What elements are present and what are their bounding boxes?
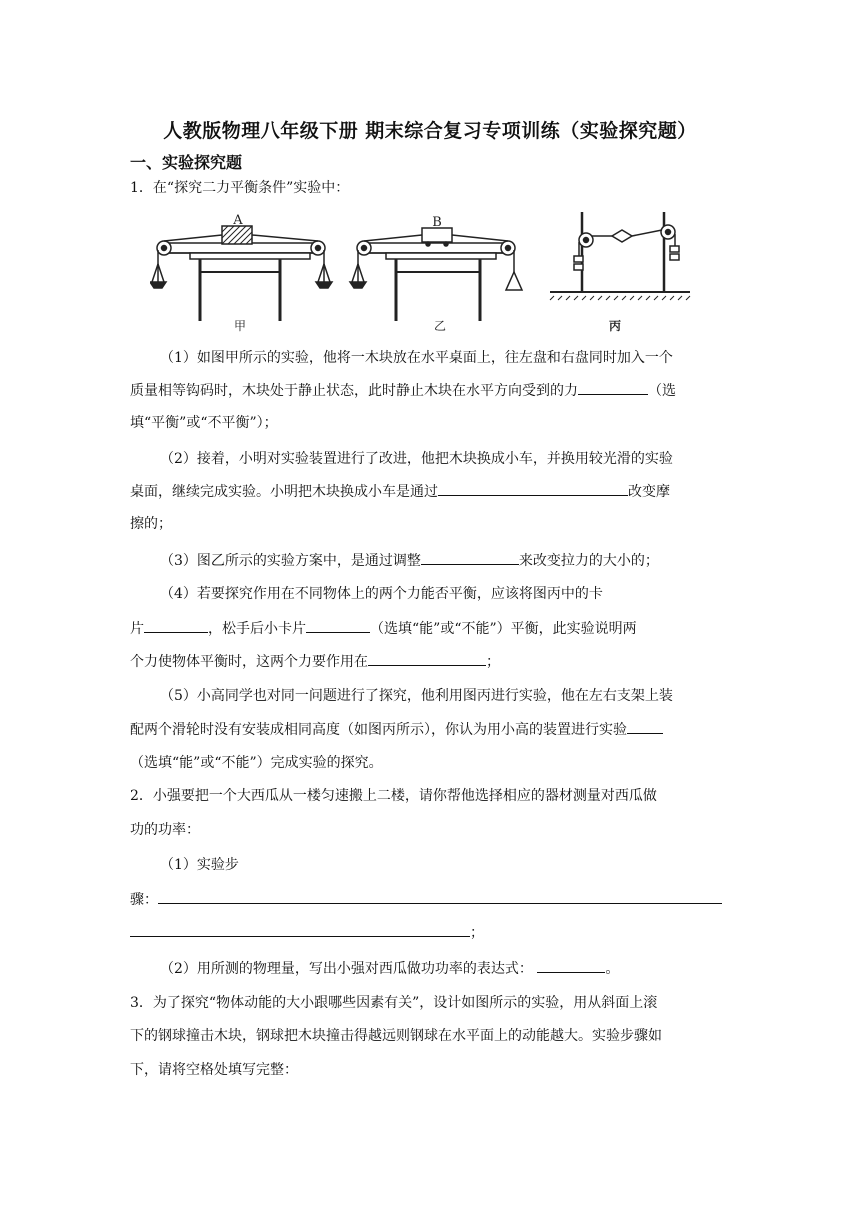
q1-part1-line1: （1）如图甲所示的实验，他将一木块放在水平桌面上，往左盘和右盘同时加入一个 [160, 350, 673, 366]
q1-part2-line1: （2）接着，小明对实验装置进行了改进，他把木块换成小车，并换用较光滑的实验 [160, 451, 673, 467]
q1-blank-2[interactable] [438, 481, 628, 496]
q1-part4-line2: 片 ，松手后小卡片 （选填“能”或“不能”）平衡，此实验说明两 [130, 618, 730, 639]
q3-stem-line1: 3．为了探究“物体动能的大小跟哪些因素有关”，设计如图所示的实验，用从斜面上滚 [130, 995, 658, 1011]
q1-part4-line3: 个力使物体平衡时，这两个力要作用在 ； [130, 651, 730, 672]
q1-blank-7[interactable] [627, 719, 663, 734]
q1-stem: 1．在“探究二力平衡条件”实验中： [130, 180, 350, 196]
q1-part1-line2: 质量相等钩码时，木块处于静止状态，此时静止木块在水平方向受到的力 （选 [130, 380, 730, 401]
figure-label-b: B [432, 215, 442, 230]
q1-blank-3[interactable] [421, 550, 519, 565]
q1-blank-6[interactable] [368, 651, 486, 666]
figure-label-a: A [233, 213, 243, 228]
q2-part1-line3: ； [130, 922, 730, 943]
q3-stem-line2: 下的钢球撞击木块，钢球把木块撞击得越远则钢球在水平面上的动能越大。实验步骤如 [130, 1028, 662, 1044]
q1-part5-line2: 配两个滑轮时没有安装成相同高度（如图丙所示），你认为用小高的装置进行实验 [130, 719, 730, 740]
q1-part5-line3: （选填“能”或“不能”）完成实验的探究。 [130, 755, 383, 771]
section-heading: 一、实验探究题 [130, 153, 243, 172]
figure-caption-jia: 甲 [233, 319, 247, 333]
q1-part5-line1: （5）小高同学也对同一问题进行了探究，他利用图丙进行实验，他在左右支架上装 [160, 688, 673, 704]
q1-figure-svg [150, 206, 710, 336]
q1-blank-5[interactable] [306, 618, 370, 633]
figure-caption-yi: 乙 [433, 319, 447, 333]
q1-part2-line2: 桌面，继续完成实验。小明把木块换成小车是通过 改变摩 [130, 481, 730, 502]
q1-blank-1[interactable] [578, 380, 648, 395]
q1-figures [150, 206, 710, 336]
page-title: 人教版物理八年级下册 期末综合复习专项训练（实验探究题） [163, 120, 697, 142]
q1-part1-line3: 填“平衡”或“不平衡”）； [130, 415, 278, 431]
q2-blank-3[interactable] [537, 958, 605, 973]
q2-blank-2[interactable] [130, 922, 470, 937]
q1-blank-4[interactable] [144, 618, 208, 633]
q1-part2-line3: 擦的； [130, 516, 172, 532]
figure-yi [350, 228, 522, 321]
q1-part4-line1: （4）若要探究作用在不同物体上的两个力能否平衡，应该将图丙中的卡 [160, 586, 603, 602]
q2-part1-line2: 骤： [130, 889, 730, 910]
figure-bing [550, 212, 690, 300]
figure-jia [150, 226, 332, 321]
q1-part3-line1: （3）图乙所示的实验方案中，是通过调整 来改变拉力的大小的； [160, 550, 730, 571]
q2-stem-line1: 2．小强要把一个大西瓜从一楼匀速搬上二楼，请你帮他选择相应的器材测量对西瓜做 [130, 788, 657, 804]
q3-stem-line3: 下，请将空格处填写完整： [130, 1062, 298, 1078]
q2-part1-line1: （1）实验步 [160, 857, 239, 873]
q2-blank-1[interactable] [158, 889, 722, 904]
q2-part2: （2）用所测的物理量，写出小强对西瓜做功功率的表达式： 。 [160, 958, 730, 979]
q2-stem-line2: 功的功率： [130, 822, 200, 838]
figure-caption-bing: 丙 [608, 319, 622, 333]
